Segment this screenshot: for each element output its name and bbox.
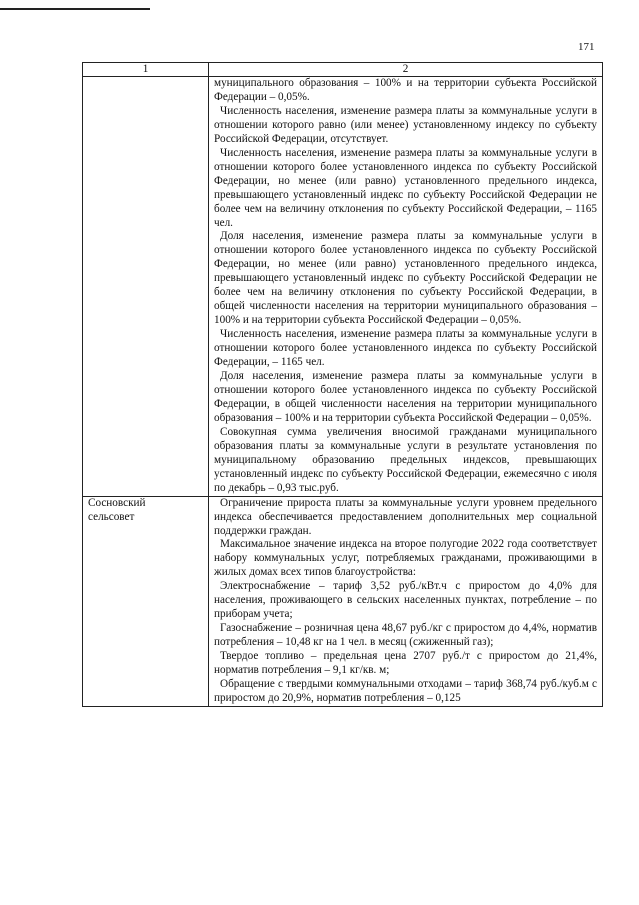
municipality-cell <box>83 77 209 497</box>
table-row <box>83 77 603 497</box>
paragraph: муниципального образования – 100% и на территории субъекта Российской Федерации – 0,05%. <box>214 77 597 103</box>
paragraph: Газоснабжение – розничная цена 48,67 руб./кг с приростом до 4,4%, норматив потребления – 10,48 кг на 1 чел. в месяц (сжиженный газ); <box>214 622 597 649</box>
paragraph: Численность населения, изменение размера платы за коммунальные услуги в отношении которого более установленного индекса по субъекту Российской Федерации, – 1165 чел. <box>214 328 597 369</box>
description-cell <box>209 496 603 706</box>
table-header-row <box>83 63 603 77</box>
paragraph: Обращение с твердыми коммунальными отходами – тариф 368,74 руб./куб.м с приростом до 20,9%, норматив потребления – 0,125 <box>214 677 597 704</box>
paragraph: Численность населения, изменение размера платы за коммунальные услуги в отношении которого более установленного индекса по субъекту Российской Федерации, но менее (или равно) установленного предельного индекса, превышающего установленный индекс по субъекту Российской Федерации не более чем на величину отклонения по субъекту Российской Федерации, – 1165 чел. <box>214 146 597 229</box>
header-col-1: 1 <box>83 63 209 77</box>
municipality-name: Сосновский <box>88 496 146 509</box>
header-col-2: 2 <box>209 63 603 77</box>
page-number: 171 <box>578 41 595 53</box>
top-scan-rule <box>0 8 150 10</box>
paragraph: Твердое топливо – предельная цена 2707 руб./т с приростом до 21,4%, норматив потребления – 9,1 кг/кв. м; <box>214 650 597 677</box>
paragraph: Доля населения, изменение размера платы за коммунальные услуги в отношении которого более установленного индекса по субъекту Российской Федерации, в общей численности населения на территории муниципального образования – 100% и на территории субъекта Российской Федерации – 0,05%. <box>214 370 597 424</box>
paragraph: Электроснабжение – тариф 3,52 руб./кВт.ч с приростом до 4,0% для населения, проживающего в сельских населенных пунктах, потребление – по приборам учета; <box>214 580 597 621</box>
document-table <box>82 62 603 707</box>
paragraph: Максимальное значение индекса на второе полугодие 2022 года соответствует набору коммунальных услуг, потребляемых гражданами, проживающими в жилых домах всех типов благоустройства: <box>214 538 597 579</box>
paragraph: Ограничение прироста платы за коммунальные услуги уровнем предельного индекса обеспечивается предоставлением дополнительных мер социальной поддержки граждан. <box>214 496 597 537</box>
paragraph: Численность населения, изменение размера платы за коммунальные услуги в отношении которого равно (или менее) установленному индексу по субъекту Российской Федерации, отсутствует. <box>214 104 597 145</box>
paragraph: Доля населения, изменение размера платы за коммунальные услуги в отношении которого более установленного индекса по субъекту Российской Федерации, но менее (или равно) установленного предельного индекса, превышающего установленный индекс по субъекту Российской Федерации не более чем на величину отклонения по субъекту Российской Федерации, в общей численности населения на территории муниципального образования – 100% и на территории субъекта Российской Федерации – 0,05%. <box>214 230 597 327</box>
municipality-cell <box>83 496 209 706</box>
table-row <box>83 496 603 706</box>
paragraph: Совокупная сумма увеличения вносимой гражданами муниципального образования платы за коммунальные услуги в результате установления по муниципальному образованию предельных индексов, превышающих установленный индекс по субъекту Российской Федерации, ежемесячно с июля по декабрь – 0,93 тыс.руб. <box>214 425 597 494</box>
municipality-type: сельсовет <box>88 510 135 523</box>
description-cell <box>209 77 603 497</box>
